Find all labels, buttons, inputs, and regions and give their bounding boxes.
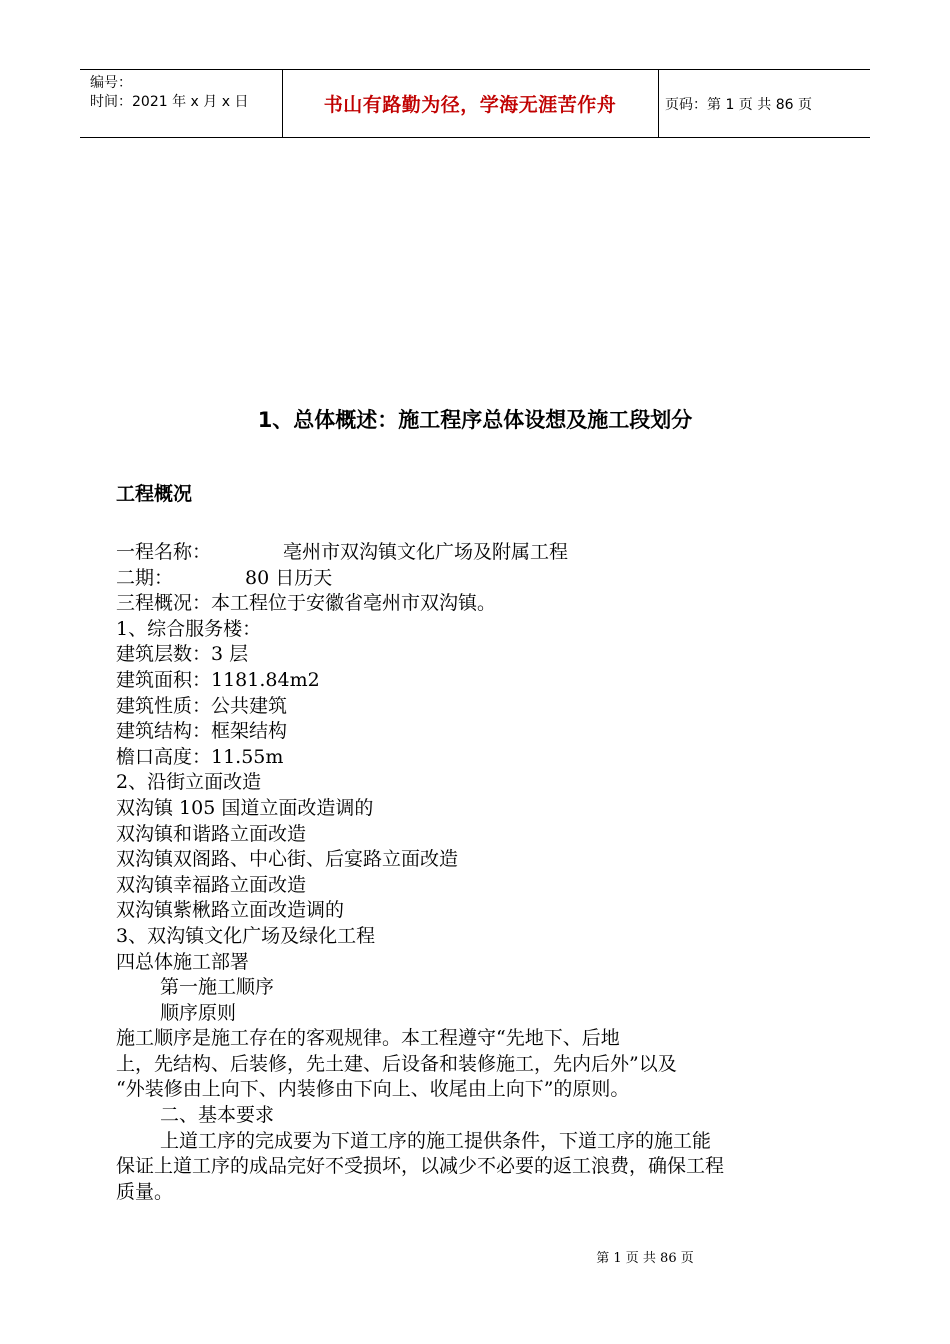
line-text: 第一施工顺序	[160, 976, 275, 999]
line-text: 二期：	[116, 566, 174, 589]
line-text: 顺序原则	[160, 1001, 237, 1024]
page-header	[80, 69, 870, 138]
body-line	[116, 694, 756, 720]
body-line	[116, 745, 756, 771]
body-line	[116, 591, 756, 617]
body-line	[116, 617, 756, 643]
body-line	[116, 642, 756, 668]
body-line	[116, 1052, 756, 1078]
body-line	[116, 1129, 756, 1155]
body-line	[116, 719, 756, 745]
body-line	[116, 566, 756, 592]
doc-number-label: 编号：	[90, 75, 132, 91]
line-text: 建筑层数：3 层	[116, 643, 249, 666]
section-title: 1、总体概述：施工程序总体设想及施工段划分	[257, 408, 693, 432]
body-line	[116, 847, 756, 873]
body-line	[116, 822, 756, 848]
subsection-title: 工程概况	[116, 483, 193, 505]
line-text: 建筑性质：公共建筑	[116, 694, 288, 717]
line-text: 双沟镇 105 国道立面改造调的	[116, 796, 374, 819]
body-line	[116, 1026, 756, 1052]
line-text: “外装修由上向下、内装修由下向上、收尾由上向下”的原则。	[116, 1078, 630, 1101]
line-text: 建筑结构：框架结构	[116, 720, 288, 743]
line-text: 双沟镇紫楸路立面改造调的	[116, 899, 345, 922]
line-text: 质量。	[116, 1180, 174, 1203]
body-line	[116, 796, 756, 822]
line-text: 双沟镇幸福路立面改造	[116, 873, 307, 896]
line-text: 三程概况：本工程位于安徽省亳州市双沟镇。	[116, 592, 497, 615]
line-text: 上道工序的完成要为下道工序的施工提供条件，下道工序的施工能	[160, 1129, 712, 1152]
line-text: 上，先结构、后装修，先土建、后设备和装修施工，先内后外”以及	[116, 1052, 677, 1075]
line-text: 一程名称：	[116, 541, 212, 563]
line-text: 保证上道工序的成品完好不受损坏，以减少不必要的返工浪费，确保工程	[116, 1155, 725, 1178]
line-text: 二、基本要求	[160, 1104, 275, 1127]
body-line	[116, 1077, 756, 1103]
line-text: 檐口高度：11.55m	[116, 745, 284, 768]
line-text: 双沟镇和谐路立面改造	[116, 822, 307, 845]
header-page-info: 页码：第 1 页 共 86 页	[665, 96, 812, 113]
line-value: 亳州市双沟镇文化广场及附属工程	[283, 541, 569, 563]
line-text: 3、双沟镇文化广场及绿化工程	[116, 924, 376, 947]
body-line	[116, 1001, 756, 1027]
header-motto-cell	[282, 70, 659, 137]
body-line	[116, 770, 756, 796]
body-line	[116, 1180, 756, 1206]
body-line	[116, 950, 756, 976]
line-text: 四总体施工部署	[116, 950, 250, 973]
body-text	[116, 540, 756, 1205]
line-value: 80 日历天	[245, 566, 333, 589]
body-line	[116, 898, 756, 924]
page-footer: 第 1 页 共 86 页	[596, 1251, 694, 1266]
body-line	[116, 1154, 756, 1180]
body-line	[116, 668, 756, 694]
body-line	[116, 873, 756, 899]
body-line	[116, 975, 756, 1001]
doc-date-label: 时间：2021 年 x 月 x 日	[90, 94, 249, 110]
header-motto: 书山有路勤为径，学海无涯苦作舟	[323, 94, 617, 116]
line-text: 施工顺序是施工存在的客观规律。本工程遵守“先地下、后地	[116, 1027, 620, 1050]
header-meta-cell	[80, 70, 283, 137]
line-text: 2、沿街立面改造	[116, 771, 262, 794]
line-text: 建筑面积：1181.84m2	[116, 668, 320, 691]
header-page-cell	[659, 70, 870, 137]
body-line	[116, 540, 756, 566]
line-text: 1、综合服务楼：	[116, 617, 262, 640]
line-text: 双沟镇双阁路、中心街、后宴路立面改造	[116, 848, 459, 871]
body-line	[116, 1103, 756, 1129]
body-line	[116, 924, 756, 950]
